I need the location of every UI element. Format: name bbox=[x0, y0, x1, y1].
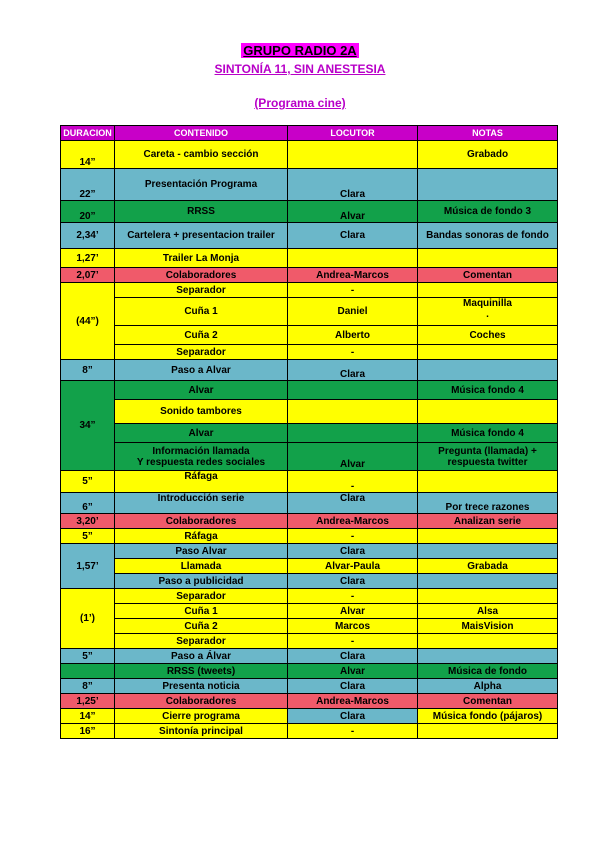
locutor-cell bbox=[288, 400, 418, 424]
content-cell: Introducción serie bbox=[115, 493, 288, 514]
notes-line-2: . bbox=[486, 309, 489, 320]
duration-cell: (1’) bbox=[61, 589, 115, 649]
locutor-cell: Clara bbox=[288, 360, 418, 381]
table-row bbox=[61, 141, 558, 169]
table-row bbox=[61, 400, 558, 424]
locutor-cell: Alvar-Paula bbox=[288, 559, 418, 574]
notes-cell bbox=[418, 443, 558, 471]
locutor-cell: Clara bbox=[288, 223, 418, 249]
table-row bbox=[61, 574, 558, 589]
table-row bbox=[61, 298, 558, 326]
table-row bbox=[61, 724, 558, 739]
locutor-cell: Alvar bbox=[288, 201, 418, 223]
notes-cell bbox=[418, 649, 558, 664]
content-cell: Cartelera + presentacion trailer bbox=[115, 223, 288, 249]
locutor-cell: Alvar bbox=[288, 443, 418, 471]
notes-cell bbox=[418, 400, 558, 424]
notes-cell: Alpha bbox=[418, 679, 558, 694]
notes-cell: Grabada bbox=[418, 559, 558, 574]
locutor-cell: Clara bbox=[288, 679, 418, 694]
locutor-cell: Clara bbox=[288, 574, 418, 589]
table-row bbox=[61, 326, 558, 345]
locutor-cell bbox=[288, 249, 418, 268]
notes-cell: Grabado bbox=[418, 141, 558, 169]
column-header: DURACION bbox=[61, 126, 115, 141]
duration-cell: 1,57’ bbox=[61, 544, 115, 589]
duration-cell: 5” bbox=[61, 649, 115, 664]
table-row bbox=[61, 493, 558, 514]
table-row bbox=[61, 424, 558, 443]
column-header: LOCUTOR bbox=[288, 126, 418, 141]
content-cell: Paso a Alvar bbox=[115, 360, 288, 381]
duration-cell bbox=[61, 664, 115, 679]
locutor-cell: Clara bbox=[288, 709, 418, 724]
notes-cell: Música fondo 4 bbox=[418, 424, 558, 443]
notes-cell bbox=[418, 634, 558, 649]
duration-cell: (44”) bbox=[61, 283, 115, 360]
content-cell: Separador bbox=[115, 345, 288, 360]
duration-cell: 22” bbox=[61, 169, 115, 201]
duration-cell: 1,27’ bbox=[61, 249, 115, 268]
notes-cell: Por trece razones bbox=[418, 493, 558, 514]
content-cell: Llamada bbox=[115, 559, 288, 574]
table-row bbox=[61, 345, 558, 360]
notes-cell: MaisVision bbox=[418, 619, 558, 634]
content-cell: RRSS (tweets) bbox=[115, 664, 288, 679]
program-label: (Programa cine) bbox=[254, 96, 346, 110]
duration-cell: 1,25’ bbox=[61, 694, 115, 709]
content-cell: Colaboradores bbox=[115, 694, 288, 709]
locutor-cell bbox=[288, 141, 418, 169]
content-cell: Sintonía principal bbox=[115, 724, 288, 739]
content-cell: Separador bbox=[115, 634, 288, 649]
content-cell: Cuña 2 bbox=[115, 326, 288, 345]
notes-cell: Analizan serie bbox=[418, 514, 558, 529]
duration-cell: 2,07’ bbox=[61, 268, 115, 283]
locutor-cell bbox=[288, 381, 418, 400]
table-row bbox=[61, 709, 558, 724]
notes-cell: Alsa bbox=[418, 604, 558, 619]
table-row bbox=[61, 201, 558, 223]
notes-line-2: respuesta twitter bbox=[447, 456, 528, 468]
content-cell: Presenta noticia bbox=[115, 679, 288, 694]
locutor-cell: Andrea-Marcos bbox=[288, 694, 418, 709]
duration-cell: 16” bbox=[61, 724, 115, 739]
locutor-cell: - bbox=[288, 634, 418, 649]
content-cell: Paso a publicidad bbox=[115, 574, 288, 589]
locutor-cell: Clara bbox=[288, 169, 418, 201]
notes-cell bbox=[418, 298, 558, 326]
table-row bbox=[61, 694, 558, 709]
notes-cell bbox=[418, 724, 558, 739]
content-cell: Presentación Programa bbox=[115, 169, 288, 201]
locutor-cell: Andrea-Marcos bbox=[288, 268, 418, 283]
duration-cell: 5” bbox=[61, 529, 115, 544]
content-cell: Alvar bbox=[115, 424, 288, 443]
notes-cell bbox=[418, 249, 558, 268]
content-cell: Colaboradores bbox=[115, 268, 288, 283]
table-row bbox=[61, 559, 558, 574]
table-row bbox=[61, 589, 558, 604]
locutor-cell: Daniel bbox=[288, 298, 418, 326]
notes-line: Pregunta (llamada) + bbox=[438, 445, 537, 457]
table-row bbox=[61, 360, 558, 381]
notes-cell: Música de fondo 3 bbox=[418, 201, 558, 223]
content-line: Información llamada bbox=[152, 445, 250, 457]
content-cell: Ráfaga bbox=[115, 529, 288, 544]
table-row bbox=[61, 604, 558, 619]
notes-cell: Coches bbox=[418, 326, 558, 345]
locutor-cell: - bbox=[288, 345, 418, 360]
content-cell: Cuña 2 bbox=[115, 619, 288, 634]
locutor-cell: - bbox=[288, 724, 418, 739]
content-cell: Paso a Álvar bbox=[115, 649, 288, 664]
content-cell: Separador bbox=[115, 283, 288, 298]
table-row bbox=[61, 443, 558, 471]
table-row bbox=[61, 664, 558, 679]
content-cell: Alvar bbox=[115, 381, 288, 400]
locutor-cell: - bbox=[288, 529, 418, 544]
locutor-cell: Clara bbox=[288, 493, 418, 514]
content-cell: Ráfaga bbox=[115, 471, 288, 493]
content-cell: Cuña 1 bbox=[115, 604, 288, 619]
notes-cell bbox=[418, 345, 558, 360]
locutor-cell: Marcos bbox=[288, 619, 418, 634]
content-line-2: Y respuesta redes sociales bbox=[136, 456, 266, 468]
duration-cell: 2,34’ bbox=[61, 223, 115, 249]
notes-cell: Comentan bbox=[418, 268, 558, 283]
table-row bbox=[61, 544, 558, 559]
content-cell: Paso Alvar bbox=[115, 544, 288, 559]
column-header: NOTAS bbox=[418, 126, 558, 141]
locutor-cell: Alvar bbox=[288, 664, 418, 679]
notes-cell: Música fondo (pájaros) bbox=[418, 709, 558, 724]
notes-cell: Música fondo 4 bbox=[418, 381, 558, 400]
notes-cell: Música de fondo bbox=[418, 664, 558, 679]
locutor-cell: Clara bbox=[288, 544, 418, 559]
notes-cell bbox=[418, 169, 558, 201]
content-cell: Cuña 1 bbox=[115, 298, 288, 326]
table-row bbox=[61, 529, 558, 544]
duration-cell: 8” bbox=[61, 679, 115, 694]
locutor-cell: Alberto bbox=[288, 326, 418, 345]
duration-cell: 3,20’ bbox=[61, 514, 115, 529]
document-title: GRUPO RADIO 2A bbox=[243, 43, 357, 58]
column-header: CONTENIDO bbox=[115, 126, 288, 141]
table-row bbox=[61, 268, 558, 283]
notes-cell bbox=[418, 471, 558, 493]
table-row bbox=[61, 283, 558, 298]
locutor-cell: Andrea-Marcos bbox=[288, 514, 418, 529]
table-row bbox=[61, 381, 558, 400]
document-subtitle: SINTONÍA 11, SIN ANESTESIA bbox=[214, 62, 386, 76]
notes-line: Maquinilla bbox=[463, 298, 512, 309]
table-row bbox=[61, 634, 558, 649]
duration-cell: 5” bbox=[61, 471, 115, 493]
table-row bbox=[61, 249, 558, 268]
table-header-row bbox=[61, 126, 558, 141]
table-row bbox=[61, 649, 558, 664]
content-cell bbox=[115, 443, 288, 471]
notes-cell: Bandas sonoras de fondo bbox=[418, 223, 558, 249]
notes-cell bbox=[418, 529, 558, 544]
content-cell: Sonido tambores bbox=[115, 400, 288, 424]
locutor-cell: - bbox=[288, 283, 418, 298]
table-row bbox=[61, 223, 558, 249]
notes-cell bbox=[418, 589, 558, 604]
table-row bbox=[61, 471, 558, 493]
locutor-cell: - bbox=[288, 471, 418, 493]
duration-cell: 8” bbox=[61, 360, 115, 381]
content-cell: Trailer La Monja bbox=[115, 249, 288, 268]
duration-cell: 34” bbox=[61, 381, 115, 471]
content-cell: Colaboradores bbox=[115, 514, 288, 529]
duration-cell: 14” bbox=[61, 141, 115, 169]
content-cell: RRSS bbox=[115, 201, 288, 223]
table-row bbox=[61, 514, 558, 529]
table-row bbox=[61, 619, 558, 634]
table-row bbox=[61, 169, 558, 201]
schedule-table bbox=[60, 125, 558, 739]
locutor-cell bbox=[288, 424, 418, 443]
locutor-cell: Alvar bbox=[288, 604, 418, 619]
content-cell: Separador bbox=[115, 589, 288, 604]
duration-cell: 6” bbox=[61, 493, 115, 514]
notes-cell bbox=[418, 544, 558, 559]
locutor-cell: - bbox=[288, 589, 418, 604]
duration-cell: 20” bbox=[61, 201, 115, 223]
duration-cell: 14” bbox=[61, 709, 115, 724]
locutor-cell: Clara bbox=[288, 649, 418, 664]
notes-cell bbox=[418, 283, 558, 298]
notes-cell bbox=[418, 360, 558, 381]
content-cell: Careta - cambio sección bbox=[115, 141, 288, 169]
table-row bbox=[61, 679, 558, 694]
notes-cell bbox=[418, 574, 558, 589]
content-cell: Cierre programa bbox=[115, 709, 288, 724]
notes-cell: Comentan bbox=[418, 694, 558, 709]
